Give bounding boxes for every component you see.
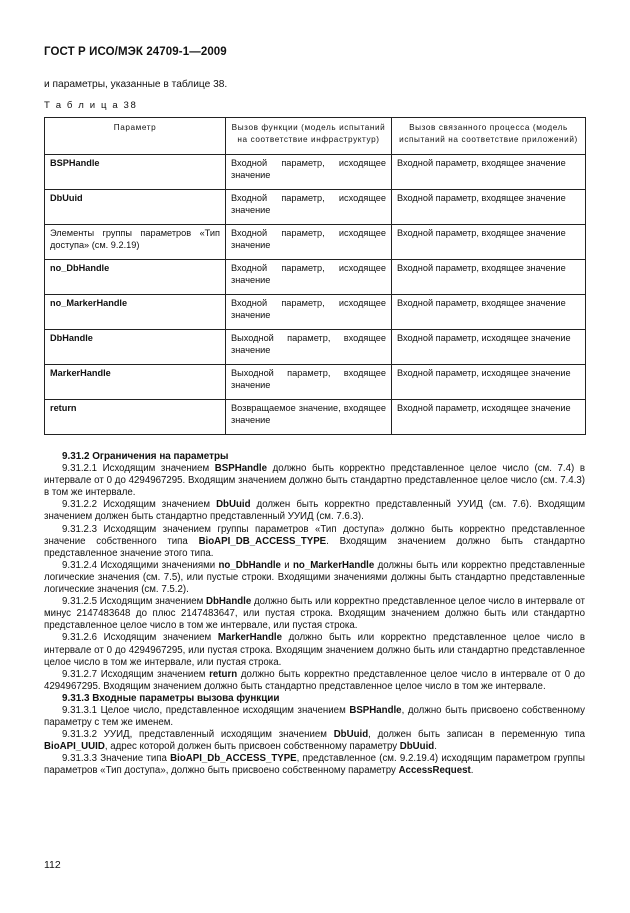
paragraph-9-31-3-2: 9.31.3.2 УУИД, представленный исходящим значением DbUuid, должен быть записан в переменную типа BioAPI_UUID, адрес которой должен быть присвоен собственному параметру DbUuid. bbox=[44, 729, 585, 753]
process-cell: Входной параметр, входящее значение bbox=[392, 260, 586, 295]
column-header-function-call: Вызов функции (модель испытаний на соответствие инфраструктур) bbox=[226, 118, 392, 155]
param-cell: DbHandle bbox=[45, 330, 226, 365]
intro-text: и параметры, указанные в таблице 38. bbox=[44, 79, 228, 90]
section-heading-restrictions: 9.31.2 Ограничения на параметры bbox=[62, 451, 229, 462]
process-cell: Входной параметр, входящее значение bbox=[392, 155, 586, 190]
call-cell: Входной параметр, исходящее значение bbox=[226, 155, 392, 190]
param-cell: BSPHandle bbox=[45, 155, 226, 190]
param-cell: return bbox=[45, 400, 226, 435]
paragraph-9-31-2-3: 9.31.2.3 Исходящим значением группы параметров «Тип доступа» должно быть корректно представленное значение собственного типа BioAPI_DB_ACCESS_TYPE. Входящим значением должно быть стандартно представленное значение этого типа. bbox=[44, 523, 585, 559]
section-heading-input-params: 9.31.3 Входные параметры вызова функции bbox=[62, 692, 280, 704]
page-number: 112 bbox=[44, 859, 61, 871]
paragraph-9-31-2-1: 9.31.2.1 Исходящим значением BSPHandle должно быть корректно представленное целое число (см. 7.4) в интервале от 0 до 4294967295. Входящим значением должно быть стандартно представленное целое число (см. 7.4.3) в том же интервале. bbox=[44, 463, 585, 499]
call-cell: Входной параметр, исходящее значение bbox=[226, 260, 392, 295]
table-row bbox=[45, 225, 586, 260]
call-cell: Входной параметр, исходящее значение bbox=[226, 225, 392, 260]
param-cell: Элементы группы параметров «Тип доступа» (см. 9.2.19) bbox=[45, 225, 226, 260]
call-cell: Возвращаемое значение, входящее значение bbox=[226, 400, 392, 435]
process-cell: Входной параметр, исходящее значение bbox=[392, 330, 586, 365]
table-row bbox=[45, 295, 586, 330]
table-row bbox=[45, 260, 586, 295]
standard-header: ГОСТ Р ИСО/МЭК 24709-1—2009 bbox=[44, 46, 227, 58]
table-row bbox=[45, 365, 586, 400]
paragraph-9-31-2-4: 9.31.2.4 Исходящими значениями no_DbHandle и no_MarkerHandle должны быть или корректно представленные логические значения (см. 7.5), или пустые строки. Входящими значениями должны быть стандартно представленные логические значения (см. 7.5.2). bbox=[44, 559, 586, 596]
paragraph-9-31-2-2: 9.31.2.2 Исходящим значением DbUuid должен быть корректно представленный УУИД (см. 7.6). Входящим значением должен быть стандартно представленный УУИД (см. 7.6.3). bbox=[44, 499, 585, 523]
table-header-row bbox=[45, 118, 586, 155]
process-cell: Входной параметр, исходящее значение bbox=[392, 365, 586, 400]
table-row bbox=[45, 190, 586, 225]
table-row bbox=[45, 400, 586, 435]
paragraph-9-31-2-7: 9.31.2.7 Исходящим значением return должно быть корректно представленное целое число в интервале от 0 до 4294967295. Входящим значением должно быть стандартно представленное целое число в том же интервале. bbox=[44, 668, 585, 692]
process-cell: Входной параметр, входящее значение bbox=[392, 295, 586, 330]
call-cell: Выходной параметр, входящее значение bbox=[226, 365, 392, 400]
column-header-related-process: Вызов связанного процесса (модель испытаний на соответствие приложений) bbox=[392, 118, 586, 155]
param-cell: no_DbHandle bbox=[45, 260, 226, 295]
process-cell: Входной параметр, исходящее значение bbox=[392, 400, 586, 435]
param-cell: no_MarkerHandle bbox=[45, 295, 226, 330]
paragraph-9-31-2-6: 9.31.2.6 Исходящим значением MarkerHandle должно быть или корректно представленное целое число в интервале от 0 до 4294967295, или пустая строка. Входящим значением должно быть или стандартно представленное целое число в том же интервале, или пустая строка. bbox=[44, 632, 585, 668]
process-cell: Входной параметр, входящее значение bbox=[392, 225, 586, 260]
table-row bbox=[45, 330, 586, 365]
paragraph-9-31-3-1: 9.31.3.1 Целое число, представленное исходящим значением BSPHandle, должно быть присвоено собственному параметру с тем же именем. bbox=[44, 704, 585, 729]
process-cell: Входной параметр, входящее значение bbox=[392, 190, 586, 225]
call-cell: Входной параметр, исходящее значение bbox=[226, 295, 392, 330]
call-cell: Входной параметр, исходящее значение bbox=[226, 190, 392, 225]
param-cell: DbUuid bbox=[45, 190, 226, 225]
param-cell: MarkerHandle bbox=[45, 365, 226, 400]
paragraph-9-31-2-5: 9.31.2.5 Исходящим значением DbHandle должно быть или корректно представленное целое число в интервале от минус 2147483648 до плюс 2147483647, или пустая строка. Входящим значением должно быть или стандартно представленное целое число в том же интервале, или пустая строка. bbox=[44, 596, 585, 632]
column-header-parameter: Параметр bbox=[45, 118, 226, 155]
body-text bbox=[44, 451, 585, 778]
call-cell: Выходной параметр, входящее значение bbox=[226, 330, 392, 365]
table-38 bbox=[44, 117, 586, 435]
paragraph-9-31-3-3: 9.31.3.3 Значение типа BioAPI_Db_ACCESS_TYPE, представленное (см. 9.2.19.4) исходящим параметром группы параметров «Тип доступа», должно быть присвоено собственному параметру AccessRequest. bbox=[44, 753, 586, 777]
table-caption: Т а б л и ц а 38 bbox=[44, 100, 138, 111]
table-row bbox=[45, 155, 586, 190]
